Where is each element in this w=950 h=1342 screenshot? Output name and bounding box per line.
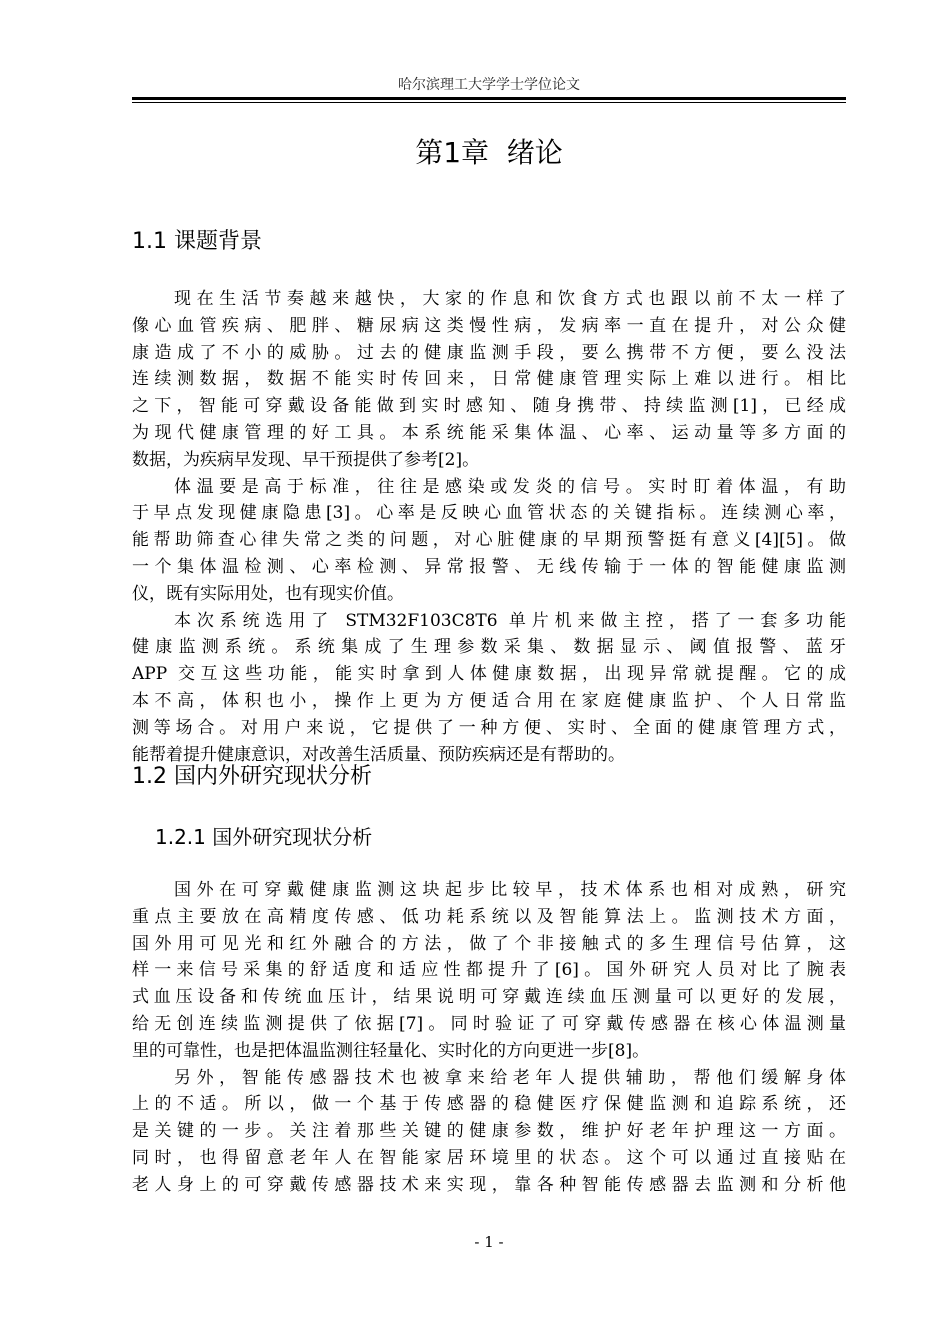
paragraph-line: 于早点发现健康隐患[3]。心率是反映心血管状态的关键指标。连续测心率， [132, 503, 846, 524]
paragraph-line: 能帮着提升健康意识，对改善生活质量、预防疾病还是有帮助的。 [132, 744, 625, 765]
paragraph-line: 是关键的一步。关注着那些关键的健康参数，维护好老年护理这一方面。 [132, 1121, 846, 1142]
paragraph-line: 现在生活节奏越来越快，大家的作息和饮食方式也跟以前不太一样了 [174, 289, 846, 309]
header-rule-thick [132, 97, 846, 100]
paragraph-line: 体温要是高于标准，往往是感染或发炎的信号。实时盯着体温，有助 [174, 476, 846, 497]
section-heading-1-2-1: 1.2.1 国外研究现状分析 [155, 825, 373, 849]
paragraph-line: 能帮助筛查心律失常之类的问题，对心脏健康的早期预警挺有意义[4][5]。做 [132, 530, 846, 551]
paragraph-line: 样一来信号采集的舒适度和适应性都提升了[6]。国外研究人员对比了腕表 [132, 960, 846, 981]
paragraph-line: 康造成了不小的威胁。过去的健康监测手段，要么携带不方便，要么没法 [132, 342, 846, 363]
paragraph-line: 同时，也得留意老年人在智能家居环境里的状态。这个可以通过直接贴在 [132, 1147, 846, 1168]
paragraph-line: 之下，智能可穿戴设备能做到实时感知、随身携带、持续监测[1]，已经成 [132, 396, 846, 417]
paragraph-line: 另外，智能传感器技术也被拿来给老年人提供辅助，帮他们缓解身体 [174, 1067, 846, 1088]
paragraph-line: 连续测数据，数据不能实时传回来，日常健康管理实际上难以进行。相比 [132, 369, 846, 390]
paragraph-line: 老人身上的可穿戴传感器技术来实现，靠各种智能传感器去监测和分析他 [132, 1174, 846, 1195]
section-1-2-1-body [132, 877, 846, 1199]
section-heading-1-1: 1.1 课题背景 [132, 229, 262, 254]
paragraph-line: 健康监测系统。系统集成了生理参数采集、数据显示、阈值报警、蓝牙 [132, 637, 846, 658]
paragraph-line: 本不高，体积也小，操作上更为方便适合用在家庭健康监护、个人日常监 [132, 690, 846, 711]
paragraph-line: 国外用可见光和红外融合的方法，做了个非接触式的多生理信号估算，这 [132, 933, 846, 954]
paragraph-line: 国外在可穿戴健康监测这块起步比较早，技术体系也相对成熟，研究 [174, 880, 846, 900]
paragraph-line: 测等场合。对用户来说，它提供了一种方便、实时、全面的健康管理方式， [132, 717, 846, 738]
paragraph-line: 像心血管疾病、肥胖、糖尿病这类慢性病，发病率一直在提升，对公众健 [132, 315, 846, 336]
header-rule-thin [132, 102, 846, 103]
paragraph-line: 式血压设备和传统血压计，结果说明可穿戴连续血压测量可以更好的发展， [132, 987, 846, 1008]
paragraph-line: 里的可靠性，也是把体温监测往轻量化、实时化的方向更进一步[8]。 [132, 1040, 650, 1061]
paragraph-line: 给无创连续监测提供了依据[7]。同时验证了可穿戴传感器在核心体温测量 [132, 1013, 846, 1034]
paragraph-line: 本次系统选用了 STM32F103C8T6 单片机来做主控，搭了一套多功能 [174, 610, 846, 631]
paragraph-line: 重点主要放在高精度传感、低功耗系统以及智能算法上。监测技术方面， [132, 906, 846, 927]
chapter-title: 第1章 绪论 [415, 136, 563, 169]
paragraph-line: 为现代健康管理的好工具。本系统能采集体温、心率、运动量等多方面的 [132, 422, 846, 443]
paragraph-line: 一个集体温检测、心率检测、异常报警、无线传输于一体的智能健康监测 [132, 556, 846, 577]
section-1-1-body [132, 286, 846, 768]
running-header: 哈尔滨理工大学学士学位论文 [398, 77, 580, 93]
paragraph-line: 上的不适。所以，做一个基于传感器的稳健医疗保健监测和追踪系统，还 [132, 1094, 846, 1115]
section-heading-1-2: 1.2 国内外研究现状分析 [132, 764, 372, 789]
paragraph-line: 仪，既有实际用处，也有现实价值。 [132, 583, 404, 604]
paragraph-line: APP 交互这些功能，能实时拿到人体健康数据，出现异常就提醒。它的成 [132, 664, 846, 685]
paragraph-line: 数据，为疾病早发现、早干预提供了参考[2]。 [132, 449, 480, 470]
page-number: - 1 - [474, 1233, 504, 1251]
